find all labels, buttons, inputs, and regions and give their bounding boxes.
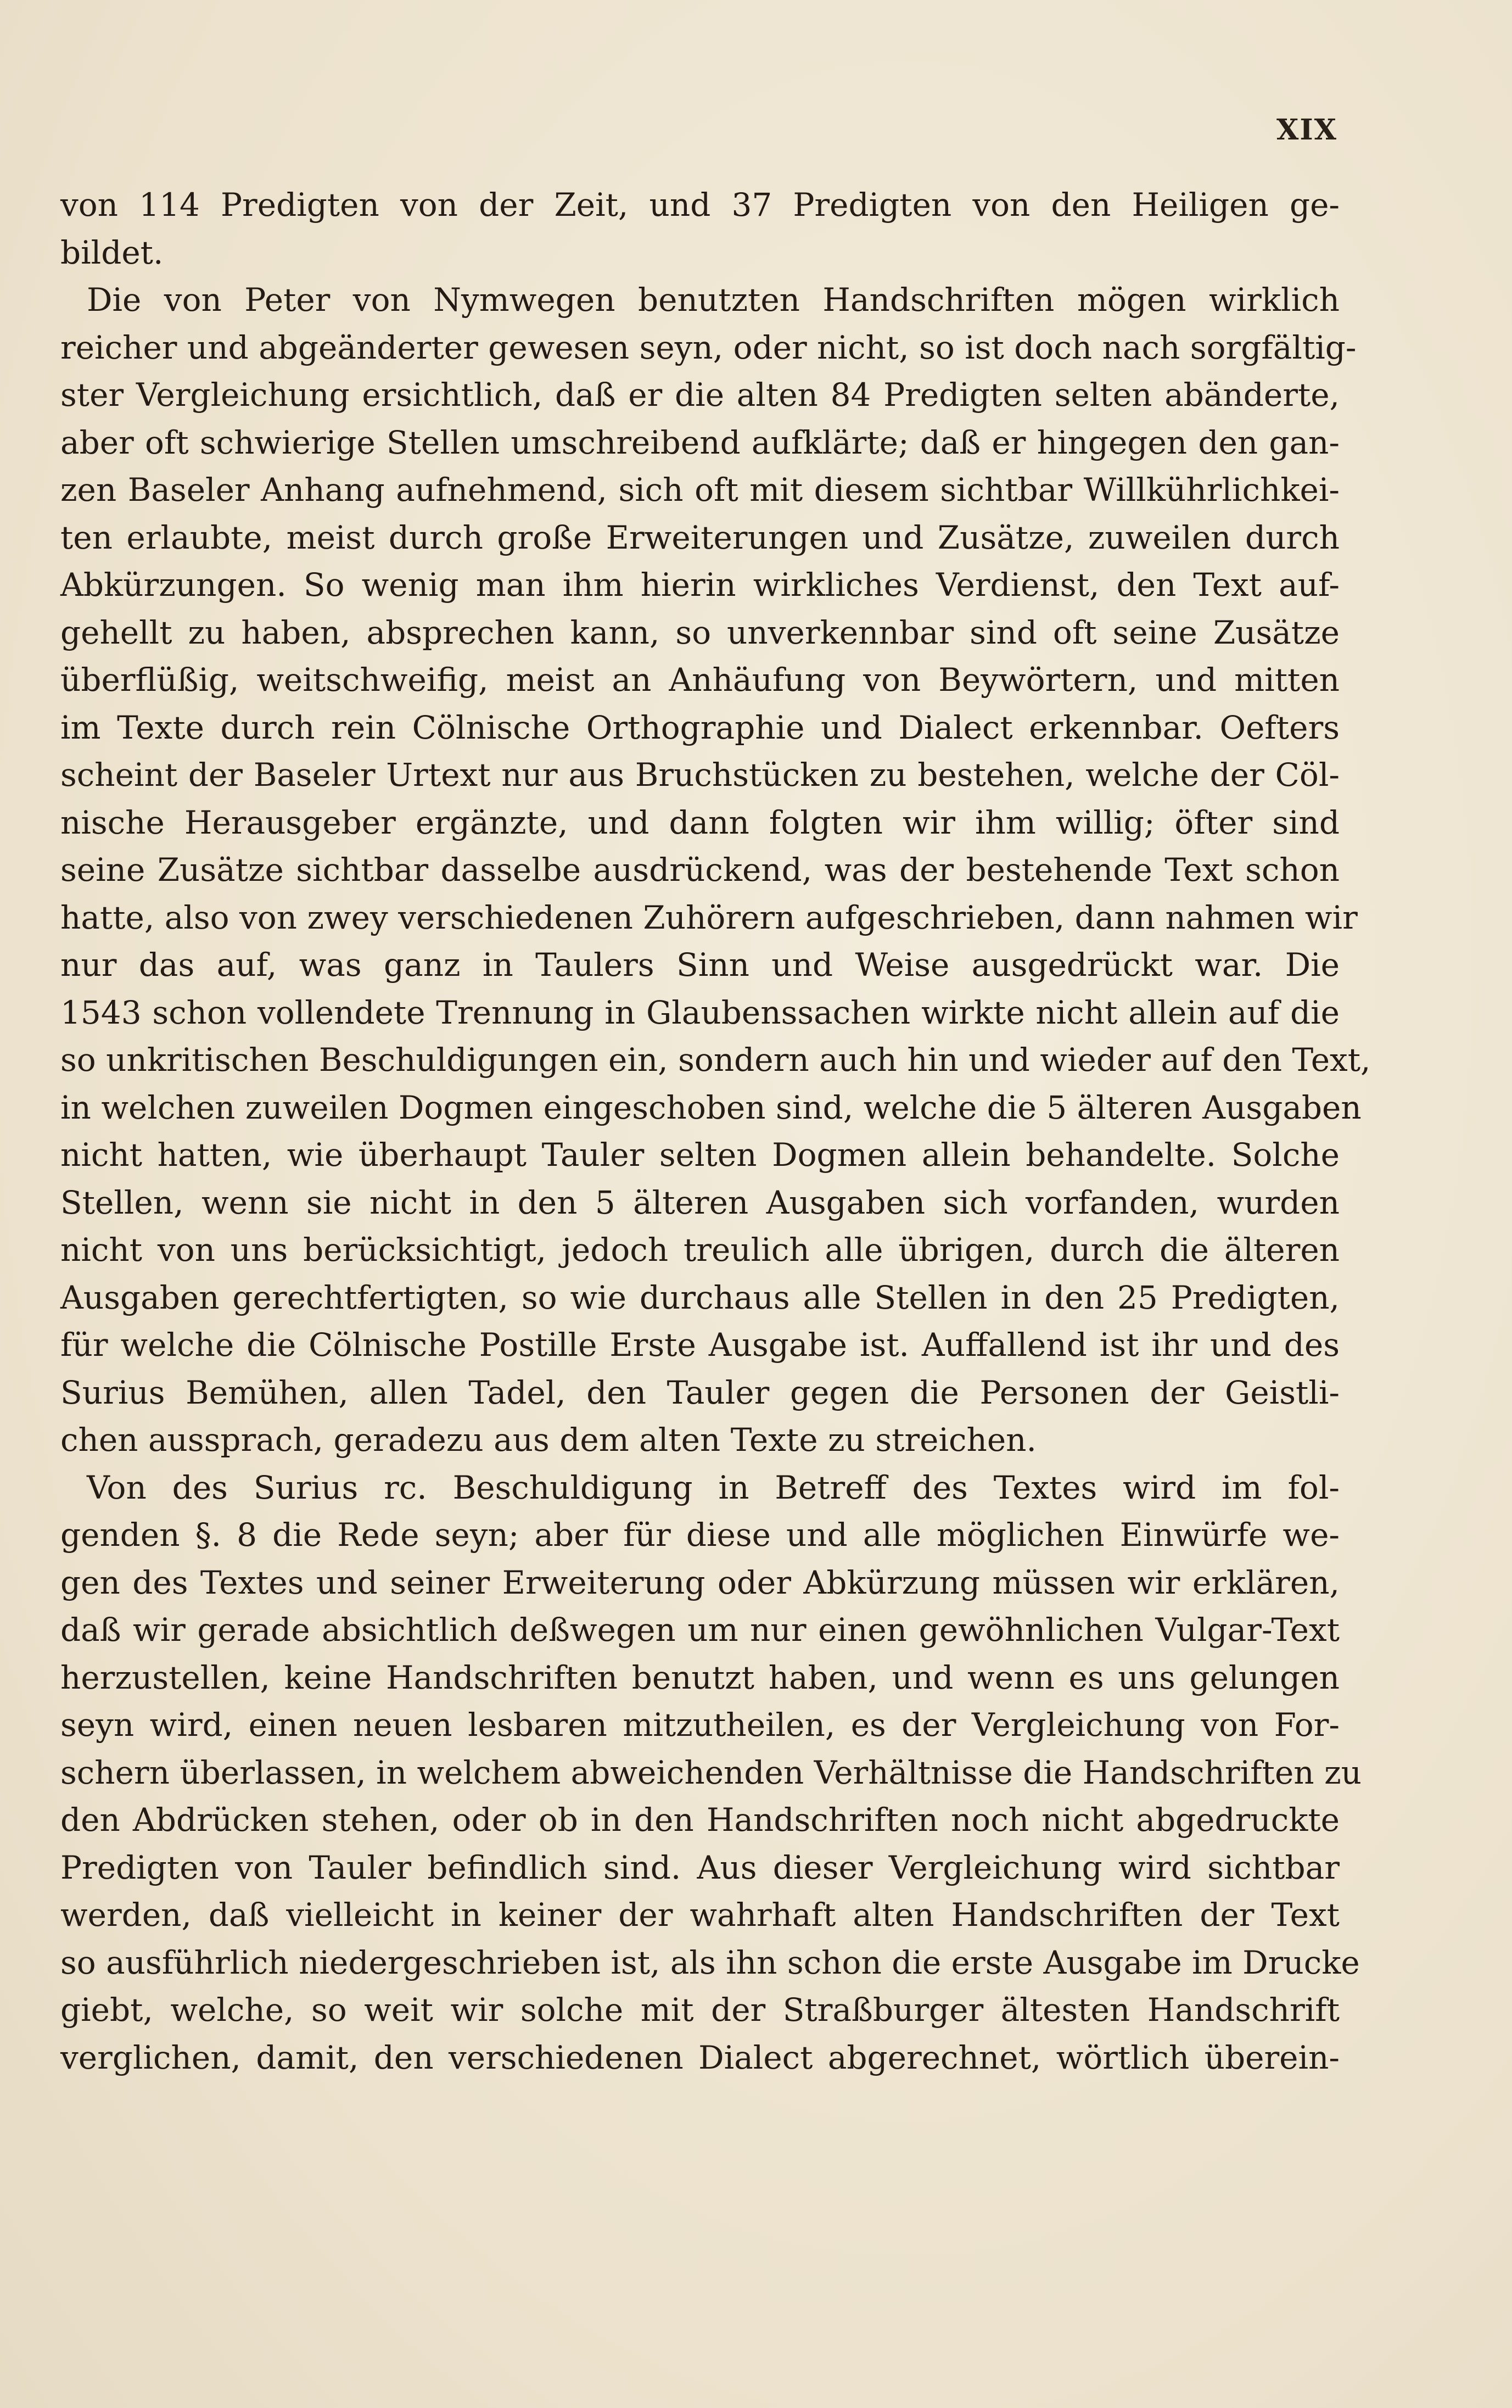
text-line: Die von Peter von Nymwegen benutzten Handschriften mögen wirklich — [87, 281, 1340, 319]
text-line: gen des Textes und seiner Erweiterung oder Abkürzung müssen wir erklären, — [60, 1563, 1340, 1601]
text-line: gehellt zu haben, absprechen kann, so unverkennbar sind oft seine Zusätze — [60, 613, 1340, 651]
text-line: scheint der Baseler Urtext nur aus Bruchstücken zu bestehen, welche der Cöl- — [60, 756, 1340, 794]
text-line: seine Zusätze sichtbar dasselbe ausdrückend, was der bestehende Text schon — [60, 851, 1340, 889]
text-line: nur das auf, was ganz in Taulers Sinn und Weise ausgedrückt war. Die — [60, 946, 1340, 984]
text-line: überflüßig, weitschweifig, meist an Anhäufung von Beywörtern, und mitten — [60, 661, 1340, 699]
text-line: genden §. 8 die Rede seyn; aber für diese und alle möglichen Einwürfe we- — [60, 1516, 1340, 1554]
text-line: so unkritischen Beschuldigungen ein, sondern auch hin und wieder auf den Text, — [60, 1041, 1371, 1079]
text-line: werden, daß vielleicht in keiner der wahrhaft alten Handschriften der Text — [60, 1896, 1340, 1934]
text-line: nicht von uns berücksichtigt, jedoch treulich alle übrigen, durch die älteren — [60, 1231, 1340, 1269]
text-line: so ausführlich niedergeschrieben ist, als ihn schon die erste Ausgabe im Drucke — [60, 1943, 1360, 1981]
text-line: den Abdrücken stehen, oder ob in den Handschriften noch nicht abgedruckte — [60, 1801, 1340, 1839]
text-line: herzustellen, keine Handschriften benutzt haben, und wenn es uns gelungen — [60, 1658, 1340, 1696]
text-line: Von des Surius rc. Beschuldigung in Betreff des Textes wird im fol- — [87, 1468, 1340, 1506]
text-line: nicht hatten, wie überhaupt Tauler selten Dogmen allein behandelte. Solche — [60, 1136, 1340, 1174]
text-line: bildet. — [60, 233, 164, 271]
text-line: Surius Bemühen, allen Tadel, den Tauler gegen die Personen der Geistli- — [60, 1373, 1340, 1411]
text-line: im Texte durch rein Cölnische Orthographie und Dialect erkennbar. Oefters — [60, 708, 1340, 746]
text-line: für welche die Cölnische Postille Erste Ausgabe ist. Auffallend ist ihr und des — [60, 1326, 1340, 1364]
body-text — [60, 181, 1371, 2081]
page-number: XIX — [1276, 113, 1337, 147]
text-line: nische Herausgeber ergänzte, und dann folgten wir ihm willig; öfter sind — [60, 803, 1340, 841]
text-line: ten erlaubte, meist durch große Erweiterungen und Zusätze, zuweilen durch — [60, 518, 1340, 556]
text-line: verglichen, damit, den verschiedenen Dialect abgerechnet, wörtlich überein- — [60, 2038, 1340, 2076]
text-line: ster Vergleichung ersichtlich, daß er die alten 84 Predigten selten abänderte, — [60, 376, 1340, 414]
text-line: Ausgaben gerechtfertigten, so wie durchaus alle Stellen in den 25 Predigten, — [60, 1278, 1340, 1316]
text-line: Abkürzungen. So wenig man ihm hierin wirkliches Verdienst, den Text auf- — [60, 566, 1340, 604]
text-line: 1543 schon vollendete Trennung in Glaubenssachen wirkte nicht allein auf die — [60, 993, 1340, 1031]
text-line: reicher und abgeänderter gewesen seyn, oder nicht, so ist doch nach sorgfältig- — [60, 328, 1357, 366]
text-line: daß wir gerade absichtlich deßwegen um nur einen gewöhnlichen Vulgar-Text — [60, 1611, 1340, 1649]
text-line: Stellen, wenn sie nicht in den 5 älteren Ausgaben sich vorfanden, wurden — [60, 1183, 1340, 1221]
text-line: zen Baseler Anhang aufnehmend, sich oft mit diesem sichtbar Willkührlichkei- — [60, 471, 1340, 509]
text-line: schern überlassen, in welchem abweichenden Verhältnisse die Handschriften zu — [60, 1753, 1362, 1791]
text-line: von 114 Predigten von der Zeit, und 37 Predigten von den Heiligen ge- — [60, 186, 1340, 224]
text-line: in welchen zuweilen Dogmen eingeschoben sind, welche die 5 älteren Ausgaben — [60, 1088, 1362, 1126]
text-line: chen aussprach, geradezu aus dem alten Texte zu streichen. — [60, 1421, 1037, 1459]
text-line: aber oft schwierige Stellen umschreibend aufklärte; daß er hingegen den gan- — [60, 423, 1340, 461]
text-line: hatte, also von zwey verschiedenen Zuhörern aufgeschrieben, dann nahmen wir — [60, 898, 1358, 936]
text-line: Predigten von Tauler befindlich sind. Aus dieser Vergleichung wird sichtbar — [60, 1848, 1340, 1886]
text-line: seyn wird, einen neuen lesbaren mitzutheilen, es der Vergleichung von For- — [60, 1706, 1340, 1744]
text-line: giebt, welche, so weit wir solche mit der Straßburger ältesten Handschrift — [60, 1991, 1340, 2029]
